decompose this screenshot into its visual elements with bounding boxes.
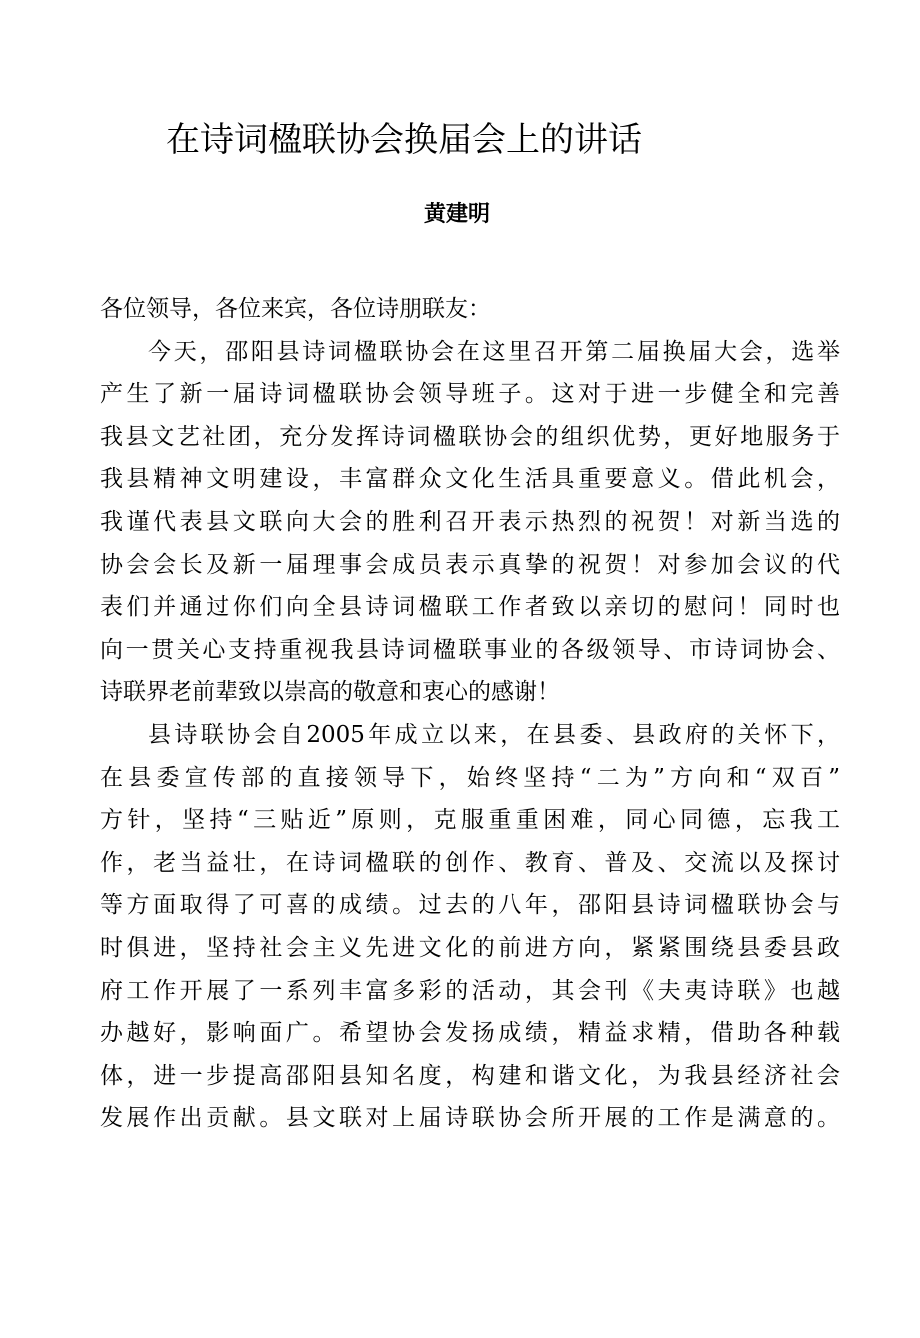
- salutation-line: 各位领导，各位来宾，各位诗朋联友：: [100, 296, 491, 322]
- paragraph-line: 诗联界老前辈致以崇高的敬意和衷心的感谢！: [100, 679, 560, 706]
- paragraph-line: 表们并通过你们向全县诗词楹联工作者致以亲切的慰问！同时也: [100, 594, 840, 621]
- paragraph-line: 我县文艺社团，充分发挥诗词楹联协会的组织优势，更好地服务于: [100, 423, 840, 450]
- paragraph-line: 时俱进，坚持社会主义先进文化的前进方向，紧紧围绕县委县政: [100, 934, 840, 961]
- document-title: 在诗词楹联协会换届会上的讲话: [166, 120, 642, 160]
- paragraph-line: 发展作出贡献。县文联对上届诗联协会所开展的工作是满意的。: [100, 1105, 840, 1132]
- paragraph-line: 今天，邵阳县诗词楹联协会在这里召开第二届换届大会，选举: [148, 338, 840, 365]
- paragraph-line: 我谨代表县文联向大会的胜利召开表示热烈的祝贺！对新当选的: [100, 508, 840, 535]
- paragraph-line: 县诗联协会自2005年成立以来，在县委、县政府的关怀下，: [148, 721, 840, 748]
- paragraph-line: 体，进一步提高邵阳县知名度，构建和谐文化，为我县经济社会: [100, 1062, 840, 1089]
- paragraph-line: 在县委宣传部的直接领导下，始终坚持“二为”方向和“双百”: [100, 764, 840, 791]
- paragraph-line: 办越好，影响面广。希望协会发扬成绩，精益求精，借助各种载: [100, 1020, 840, 1047]
- speech-body: [100, 288, 840, 1140]
- author-name: 黄建明: [424, 202, 491, 227]
- paragraph-line: 产生了新一届诗词楹联协会领导班子。这对于进一步健全和完善: [100, 381, 840, 408]
- paragraph-line: 我县精神文明建设，丰富群众文化生活具重要意义。借此机会，: [100, 466, 840, 493]
- paragraph-line: 等方面取得了可喜的成绩。过去的八年，邵阳县诗词楹联协会与: [100, 892, 840, 919]
- paragraph-line: 作，老当益壮，在诗词楹联的创作、教育、普及、交流以及探讨: [100, 849, 840, 876]
- paragraph-line: 向一贯关心支持重视我县诗词楹联事业的各级领导、市诗词协会、: [100, 636, 840, 663]
- paragraph-line: 方针，坚持“三贴近”原则，克服重重困难，同心同德，忘我工: [100, 807, 840, 834]
- paragraph-line: 协会会长及新一届理事会成员表示真挚的祝贺！对参加会议的代: [100, 551, 840, 578]
- paragraph-line: 府工作开展了一系列丰富多彩的活动，其会刊《夫夷诗联》也越: [100, 977, 840, 1004]
